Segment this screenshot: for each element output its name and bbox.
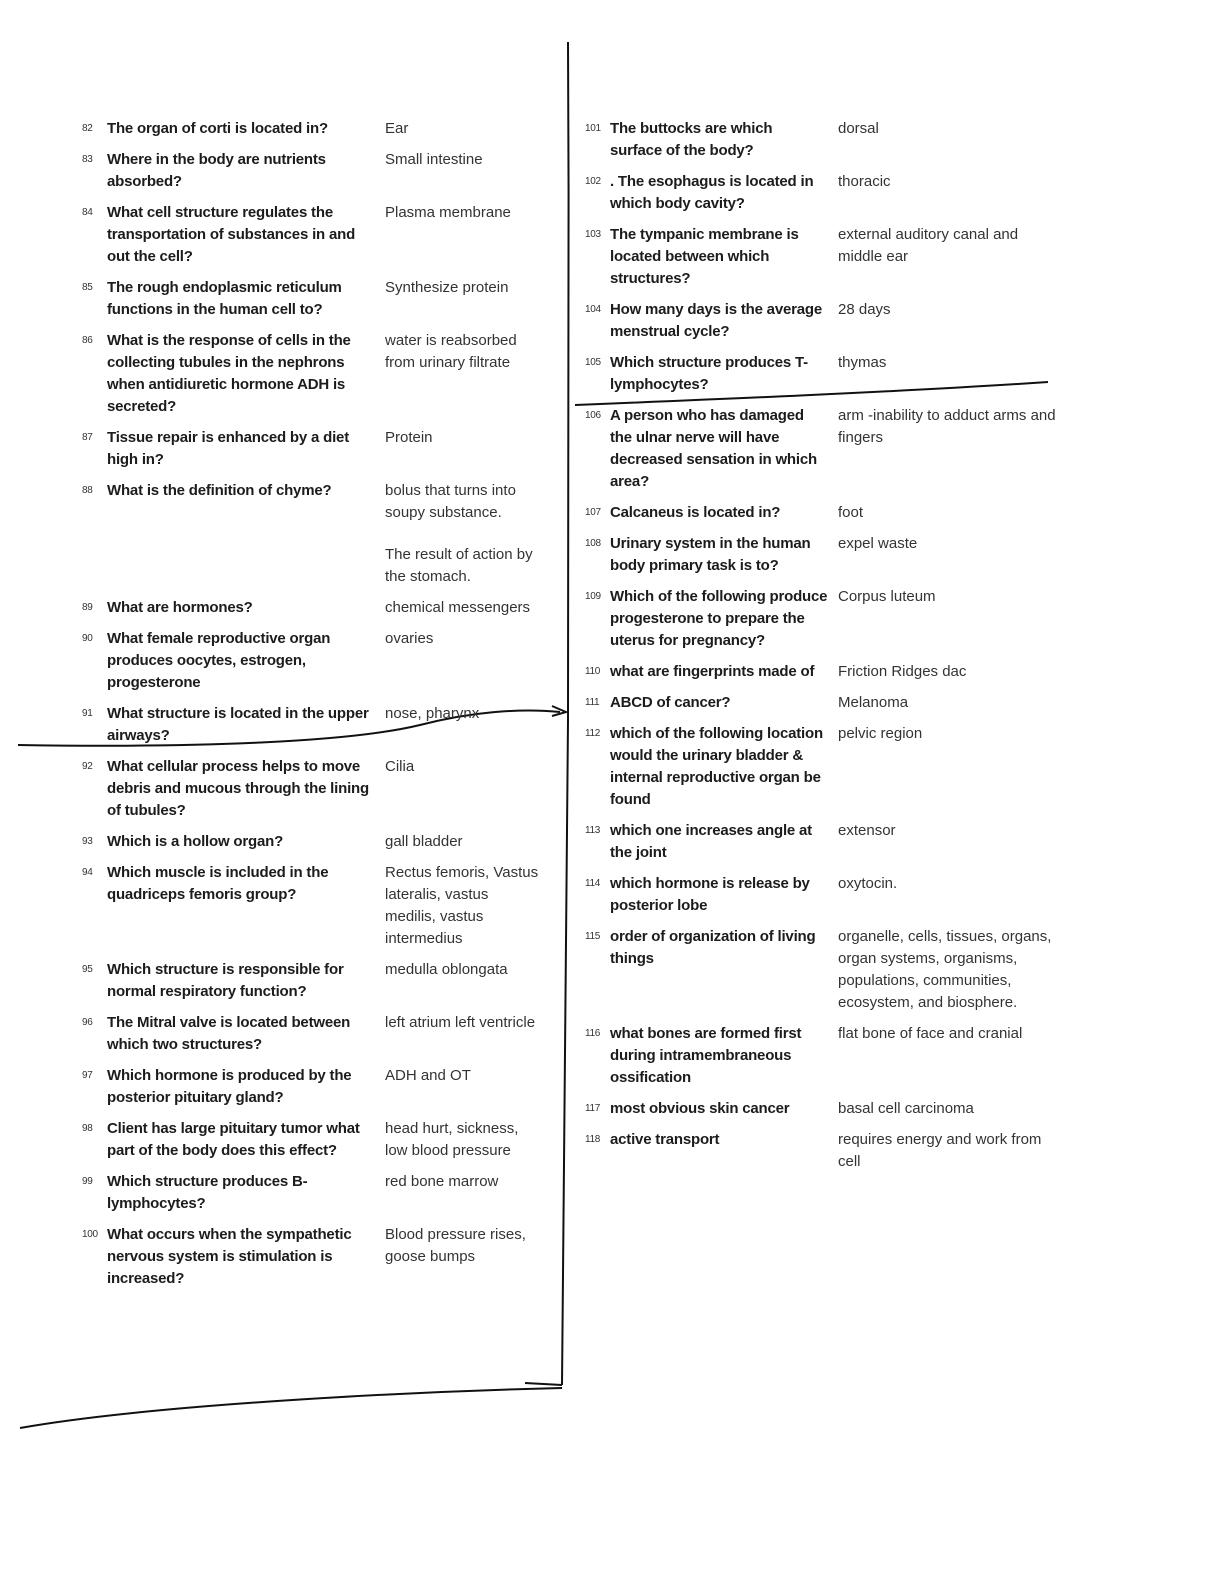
answer-text: extensor bbox=[838, 822, 896, 839]
question-row bbox=[585, 502, 1065, 524]
question-row bbox=[585, 820, 1065, 864]
question-row bbox=[585, 171, 1065, 215]
question-text: What is the response of cells in the collecting tubules in the nephrons when antidiuretic hormone ADH is secreted? bbox=[107, 332, 351, 415]
question-text: What occurs when the sympathetic nervous system is stimulation is increased? bbox=[107, 1226, 352, 1287]
question-text: Which structure produces B-lymphocytes? bbox=[107, 1173, 308, 1212]
question-number: 85 bbox=[82, 282, 93, 293]
answer-text: Corpus luteum bbox=[838, 588, 936, 605]
answer-text: bolus that turns into soupy substance. bbox=[385, 482, 516, 521]
answer-text: organelle, cells, tissues, organs, organ systems, organisms, populations, communities, ecosystem, and biosphere. bbox=[838, 928, 1052, 1011]
question-row bbox=[82, 202, 562, 268]
answer-text: thymas bbox=[838, 354, 887, 371]
question-number: 93 bbox=[82, 836, 93, 847]
question-number: 82 bbox=[82, 123, 93, 134]
question-row bbox=[82, 118, 562, 140]
answer-text: basal cell carcinoma bbox=[838, 1100, 974, 1117]
question-row bbox=[585, 1023, 1065, 1089]
answer-text: Blood pressure rises, goose bumps bbox=[385, 1226, 526, 1265]
question-row bbox=[82, 149, 562, 193]
answer-text: Synthesize protein bbox=[385, 279, 509, 296]
answer-text: ovaries bbox=[385, 630, 434, 647]
question-text: Which structure produces T-lymphocytes? bbox=[610, 354, 808, 393]
answer-text: requires energy and work from cell bbox=[838, 1131, 1042, 1170]
answer-text: water is reabsorbed from urinary filtrate bbox=[385, 332, 517, 371]
question-row bbox=[585, 118, 1065, 162]
answer-text: Small intestine bbox=[385, 151, 483, 168]
question-text: which hormone is release by posterior lobe bbox=[610, 875, 810, 914]
question-number: 101 bbox=[585, 123, 601, 134]
question-row bbox=[82, 703, 562, 747]
question-text: which of the following location would the urinary bladder & internal reproductive organ be found bbox=[610, 725, 823, 808]
question-text: The Mitral valve is located between which two structures? bbox=[107, 1014, 351, 1053]
question-row bbox=[82, 1118, 562, 1162]
question-number: 96 bbox=[82, 1017, 93, 1028]
question-number: 83 bbox=[82, 154, 93, 165]
question-number: 113 bbox=[585, 825, 601, 836]
answer-text: oxytocin. bbox=[838, 875, 898, 892]
question-row bbox=[585, 533, 1065, 577]
answer-text: Friction Ridges dac bbox=[838, 663, 967, 680]
question-row bbox=[82, 1012, 562, 1056]
bottom-sweep-line bbox=[20, 1388, 562, 1428]
question-text: What are hormones? bbox=[107, 599, 253, 616]
question-number: 116 bbox=[585, 1028, 601, 1039]
answer-text: Protein bbox=[385, 429, 433, 446]
question-text: The buttocks are which surface of the body? bbox=[610, 120, 773, 159]
question-number: 102 bbox=[585, 176, 601, 187]
question-number: 118 bbox=[585, 1134, 601, 1145]
question-text: order of organization of living things bbox=[610, 928, 816, 967]
answer-text: head hurt, sickness, low blood pressure bbox=[385, 1120, 519, 1159]
answer-text: chemical messengers bbox=[385, 599, 531, 616]
question-text: Urinary system in the human body primary task is to? bbox=[610, 535, 811, 574]
question-number: 89 bbox=[82, 602, 93, 613]
question-row bbox=[585, 224, 1065, 290]
question-text: active transport bbox=[610, 1131, 720, 1148]
question-row bbox=[585, 873, 1065, 917]
question-number: 107 bbox=[585, 507, 601, 518]
question-row bbox=[585, 405, 1065, 493]
question-text: Which hormone is produced by the posterior pituitary gland? bbox=[107, 1067, 352, 1106]
question-number: 112 bbox=[585, 728, 601, 739]
question-text: Where in the body are nutrients absorbed? bbox=[107, 151, 326, 190]
question-row bbox=[82, 756, 562, 822]
question-text: The organ of corti is located in? bbox=[107, 120, 328, 137]
question-row bbox=[82, 1065, 562, 1109]
question-text: what are fingerprints made of bbox=[610, 663, 815, 680]
answer-text: expel waste bbox=[838, 535, 918, 552]
answer-text-group bbox=[385, 480, 540, 588]
question-number: 104 bbox=[585, 304, 601, 315]
answer-text: external auditory canal and middle ear bbox=[838, 226, 1019, 265]
question-number: 99 bbox=[82, 1176, 93, 1187]
question-text: A person who has damaged the ulnar nerve will have decreased sensation in which area? bbox=[610, 407, 817, 490]
answer-text: thoracic bbox=[838, 173, 891, 190]
answer-text: ADH and OT bbox=[385, 1067, 471, 1084]
question-text: The tympanic membrane is located between which structures? bbox=[610, 226, 799, 287]
answer-text: foot bbox=[838, 504, 864, 521]
question-text: ABCD of cancer? bbox=[610, 694, 731, 711]
question-text: which one increases angle at the joint bbox=[610, 822, 812, 861]
right-question-column bbox=[585, 118, 1065, 1182]
question-number: 92 bbox=[82, 761, 93, 772]
left-question-column bbox=[82, 118, 562, 1299]
question-number: 109 bbox=[585, 591, 601, 602]
question-text: Which muscle is included in the quadriceps femoris group? bbox=[107, 864, 329, 903]
question-row bbox=[82, 831, 562, 853]
answer-text: arm -inability to adduct arms and fingers bbox=[838, 407, 1056, 446]
question-text: The rough endoplasmic reticulum functions in the human cell to? bbox=[107, 279, 342, 318]
question-number: 110 bbox=[585, 666, 601, 677]
question-number: 95 bbox=[82, 964, 93, 975]
answer-text: gall bladder bbox=[385, 833, 463, 850]
question-number: 90 bbox=[82, 633, 93, 644]
answer-text: Melanoma bbox=[838, 694, 909, 711]
question-number: 108 bbox=[585, 538, 601, 549]
question-row bbox=[82, 480, 562, 588]
question-text: What female reproductive organ produces oocytes, estrogen, progesterone bbox=[107, 630, 331, 691]
answer-text: pelvic region bbox=[838, 725, 923, 742]
question-row bbox=[585, 299, 1065, 343]
question-text: Which is a hollow organ? bbox=[107, 833, 284, 850]
answer-text: flat bone of face and cranial bbox=[838, 1025, 1023, 1042]
question-text: Client has large pituitary tumor what part of the body does this effect? bbox=[107, 1120, 360, 1159]
question-row bbox=[585, 692, 1065, 714]
question-text: How many days is the average menstrual cycle? bbox=[610, 301, 822, 340]
answer-text: 28 days bbox=[838, 301, 891, 318]
question-text: Which of the following produce progesterone to prepare the uterus for pregnancy? bbox=[610, 588, 828, 649]
question-text: Tissue repair is enhanced by a diet high in? bbox=[107, 429, 349, 468]
question-number: 114 bbox=[585, 878, 601, 889]
question-number: 98 bbox=[82, 1123, 93, 1134]
question-row bbox=[82, 277, 562, 321]
question-row bbox=[82, 1171, 562, 1215]
question-row bbox=[82, 959, 562, 1003]
question-row bbox=[82, 862, 562, 950]
question-number: 94 bbox=[82, 867, 93, 878]
question-row bbox=[585, 586, 1065, 652]
question-text: What cellular process helps to move debris and mucous through the lining of tubules? bbox=[107, 758, 369, 819]
question-number: 88 bbox=[82, 485, 93, 496]
question-number: 86 bbox=[82, 335, 93, 346]
question-row bbox=[585, 926, 1065, 1014]
answer-text: medulla oblongata bbox=[385, 961, 508, 978]
answer-text-extra: The result of action by the stomach. bbox=[385, 546, 533, 585]
question-row bbox=[585, 1098, 1065, 1120]
question-number: 111 bbox=[585, 697, 600, 708]
question-text: . The esophagus is located in which body cavity? bbox=[610, 173, 814, 212]
question-row bbox=[585, 1129, 1065, 1173]
answer-text: Cilia bbox=[385, 758, 415, 775]
question-number: 117 bbox=[585, 1103, 601, 1114]
question-row bbox=[585, 661, 1065, 683]
question-row bbox=[82, 427, 562, 471]
question-text: What cell structure regulates the transportation of substances in and out the cell? bbox=[107, 204, 356, 265]
question-number: 100 bbox=[82, 1229, 98, 1240]
question-text: most obvious skin cancer bbox=[610, 1100, 790, 1117]
question-text: What is the definition of chyme? bbox=[107, 482, 332, 499]
question-row bbox=[82, 330, 562, 418]
question-row bbox=[585, 723, 1065, 811]
question-number: 106 bbox=[585, 410, 601, 421]
question-text: What structure is located in the upper airways? bbox=[107, 705, 369, 744]
question-text: what bones are formed first during intramembraneous ossification bbox=[610, 1025, 802, 1086]
question-row bbox=[82, 1224, 562, 1290]
question-number: 103 bbox=[585, 229, 601, 240]
question-text: Calcaneus is located in? bbox=[610, 504, 781, 521]
question-number: 91 bbox=[82, 708, 93, 719]
answer-text: dorsal bbox=[838, 120, 879, 137]
answer-text: Plasma membrane bbox=[385, 204, 511, 221]
answer-text: nose, pharynx bbox=[385, 705, 480, 722]
question-text: Which structure is responsible for normal respiratory function? bbox=[107, 961, 344, 1000]
answer-text: Rectus femoris, Vastus lateralis, vastus medilis, vastus intermedius bbox=[385, 864, 539, 947]
question-number: 87 bbox=[82, 432, 93, 443]
question-row bbox=[82, 628, 562, 694]
question-number: 115 bbox=[585, 931, 601, 942]
bracket-bottom-line bbox=[525, 1383, 562, 1385]
answer-text: left atrium left ventricle bbox=[385, 1014, 536, 1031]
answer-text: Ear bbox=[385, 120, 409, 137]
question-row bbox=[585, 352, 1065, 396]
question-row bbox=[82, 597, 562, 619]
answer-text: red bone marrow bbox=[385, 1173, 499, 1190]
question-number: 84 bbox=[82, 207, 93, 218]
question-number: 97 bbox=[82, 1070, 93, 1081]
question-number: 105 bbox=[585, 357, 601, 368]
